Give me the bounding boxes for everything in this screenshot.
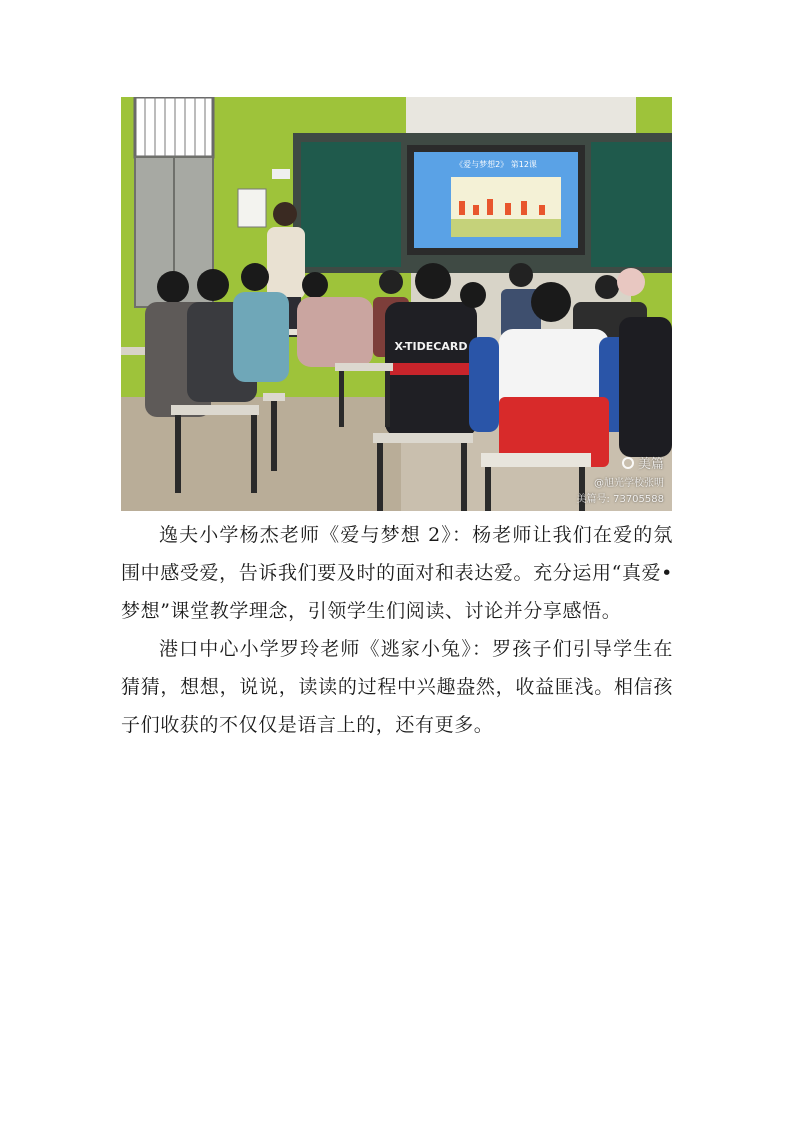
paragraph-yifu: 逸夫小学杨杰老师《爱与梦想 2》：杨老师让我们在爱的氛围中感受爱，告诉我们要及时的面对和表达爱。充分运用“真爱•梦想”课堂教学理念，引领学生们阅读、讨论并分享感悟。 xyxy=(121,524,673,622)
watermark-brand-text: 美篇 xyxy=(637,457,664,472)
article-body xyxy=(121,516,673,744)
classroom-photo xyxy=(121,97,672,511)
meipian-logo-icon xyxy=(622,457,634,469)
shirt-text: X-TIDECARD xyxy=(394,340,468,353)
screen-title: 《爱与梦想2》 第12课 xyxy=(455,160,537,169)
watermark-brand xyxy=(622,453,664,472)
watermark-id: 美篇号: 73705588 xyxy=(576,494,664,505)
watermark-school: @旭光学校张明 xyxy=(594,478,664,489)
classroom-illustration xyxy=(121,97,672,511)
paragraph-gangkou: 港口中心小学罗玲老师《逃家小兔》：罗孩子们引导学生在猜猜，想想，说说，读读的过程中兴趣盎然，收益匪浅。相信孩子们收获的不仅仅是语言上的，还有更多。 xyxy=(121,638,673,736)
